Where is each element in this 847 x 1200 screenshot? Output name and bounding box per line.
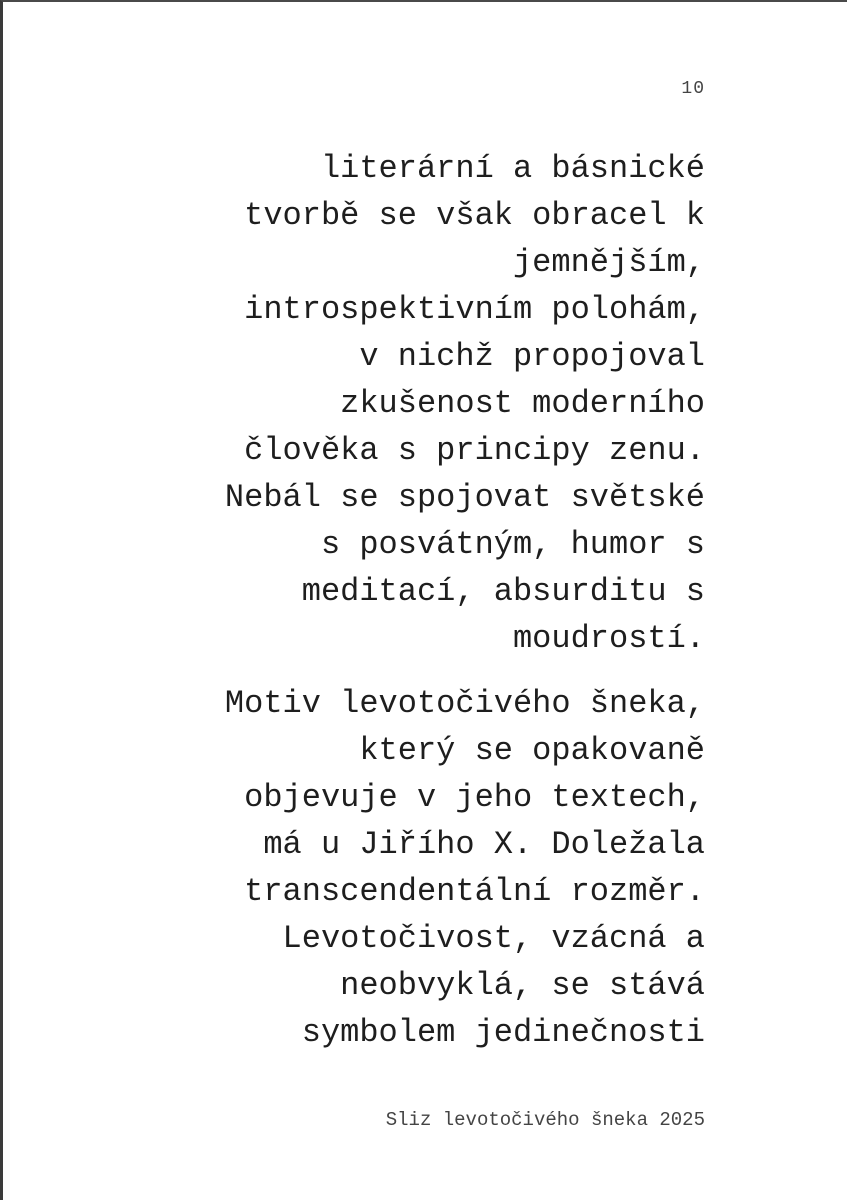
text-line: meditací, absurditu s (301, 573, 705, 610)
text-line: s posvátným, humor s (320, 526, 705, 563)
page-number: 10 (681, 79, 705, 99)
paragraph-1 (145, 145, 705, 662)
text-line: Levotočivost, vzácná a (282, 920, 705, 957)
text-line: objevuje v jeho textech, (244, 779, 705, 816)
text-line: tvorbě se však obracel k (244, 197, 705, 234)
text-line: transcendentální rozměr. (244, 873, 705, 910)
text-line: Nebál se spojovat světské (224, 479, 705, 516)
text-line: který se opakovaně (359, 732, 705, 769)
text-line: zkušenost moderního (340, 385, 705, 422)
body-text (145, 145, 705, 1056)
text-line: moudrostí. (512, 620, 705, 657)
text-line: symbolem jedinečnosti (301, 1014, 705, 1051)
text-line: člověka s principy zenu. (244, 432, 705, 469)
text-line: jemnějším, (512, 244, 705, 281)
text-line: literární a básnické (320, 150, 705, 187)
text-line: introspektivním polohám, (244, 291, 705, 328)
page-footer: Sliz levotočivého šneka 2025 (385, 1109, 705, 1131)
text-line: Motiv levotočivého šneka, (224, 685, 705, 722)
text-line: neobvyklá, se stává (340, 967, 705, 1004)
paragraph-2 (145, 680, 705, 1056)
text-line: v nichž propojoval (359, 338, 705, 375)
text-line: má u Jiřího X. Doležala (263, 826, 705, 863)
